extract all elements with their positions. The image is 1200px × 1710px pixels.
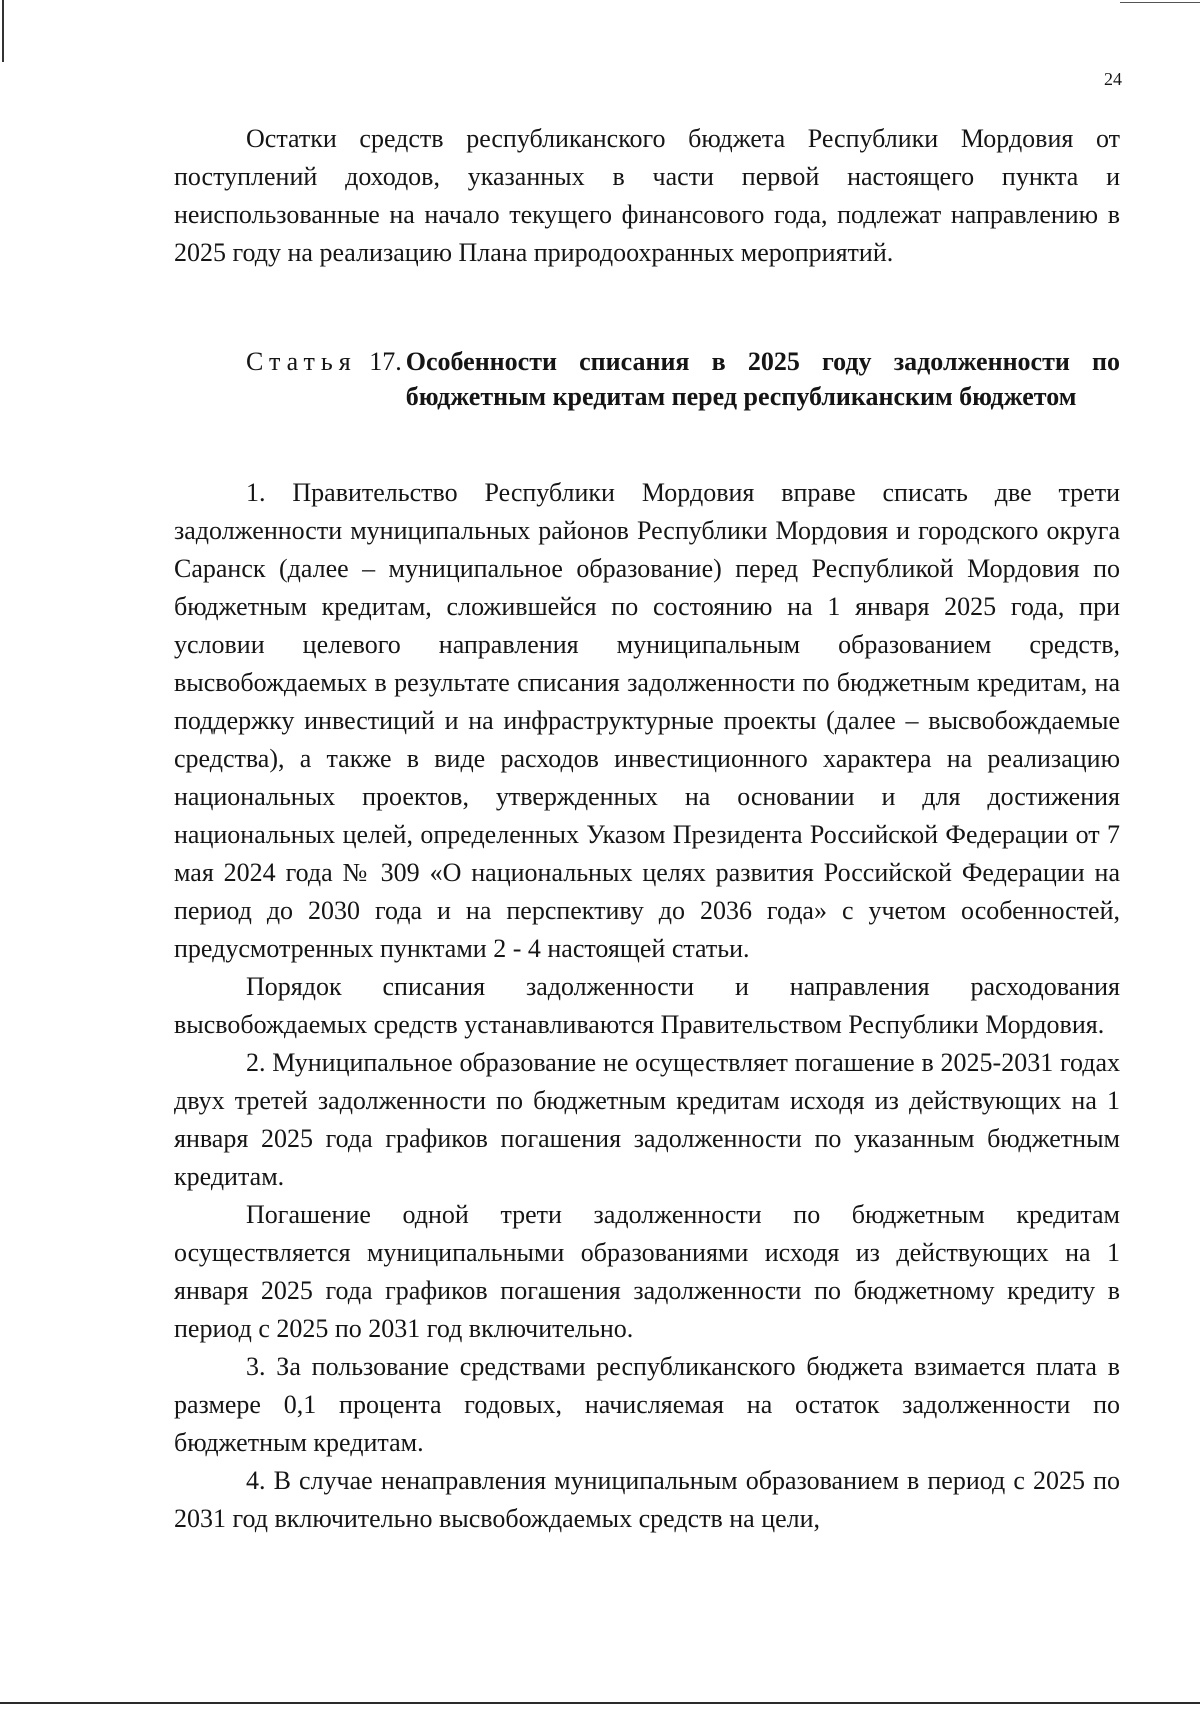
- article-label-text: Статья: [246, 347, 357, 376]
- paragraph-repayment: Погашение одной трети задолженности по бюджетным кредитам осуществляется муниципальными образованиями исходя из действующих на 1 января 2025 года графиков погашения задолженности по бюджетному кредиту в период с 2025 по 2031 год включительно.: [174, 1200, 1120, 1343]
- article-body: [174, 474, 1120, 1538]
- article-number: 17.: [369, 347, 402, 376]
- scan-edge-bottom: [0, 1702, 1200, 1704]
- article-title: Особенности списания в 2025 году задолженности по бюджетным кредитам перед республиканским бюджетом: [405, 347, 1120, 411]
- intro-paragraph: Остатки средств республиканского бюджета Республики Мордовия от поступлений доходов, указанных в части первой настоящего пункта и неиспользованные на начало текущего финансового года, подлежат направлению в 2025 году на реализацию Плана природоохранных мероприятий.: [174, 124, 1120, 267]
- paragraph-4: 4. В случае ненаправления муниципальным образованием в период с 2025 по 2031 год включительно высвобождаемых средств на цели,: [174, 1466, 1120, 1533]
- scan-edge-top: [1120, 2, 1200, 3]
- article-label: [246, 344, 402, 414]
- intro-section: [174, 120, 1120, 272]
- article-heading: [246, 344, 1120, 414]
- scan-edge-left: [2, 0, 4, 62]
- paragraph-order: Порядок списания задолженности и направления расходования высвобождаемых средств устанавливаются Правительством Республики Мордовия.: [174, 972, 1120, 1039]
- page-number: 24: [1104, 69, 1122, 89]
- paragraph-2: 2. Муниципальное образование не осуществляет погашение в 2025-2031 годах двух третей задолженности по бюджетным кредитам исходя из действующих на 1 января 2025 года графиков погашения задолженности по указанным бюджетным кредитам.: [174, 1048, 1120, 1191]
- paragraph-3: 3. За пользование средствами республиканского бюджета взимается плата в размере 0,1 процента годовых, начисляемая на остаток задолженности по бюджетным кредитам.: [174, 1352, 1120, 1457]
- paragraph-1: 1. Правительство Республики Мордовия вправе списать две трети задолженности муниципальных районов Республики Мордовия и городского округа Саранск (далее – муниципальное образование) перед Республикой Мордовия по бюджетным кредитам, сложившейся по состоянию на 1 января 2025 года, при условии целевого направления муниципальным образованием средств, высвобождаемых в результате списания задолженности по бюджетным кредитам, на поддержку инвестиций и на инфраструктурные проекты (далее – высвобождаемые средства), а также в виде расходов инвестиционного характера на реализацию национальных проектов, утвержденных на основании и для достижения национальных целей, определенных Указом Президента Российской Федерации от 7 мая 2024 года № 309 «О национальных целях развития Российской Федерации на период до 2030 года и на перспективу до 2036 года» с учетом особенностей, предусмотренных пунктами 2 - 4 настоящей статьи.: [174, 478, 1120, 963]
